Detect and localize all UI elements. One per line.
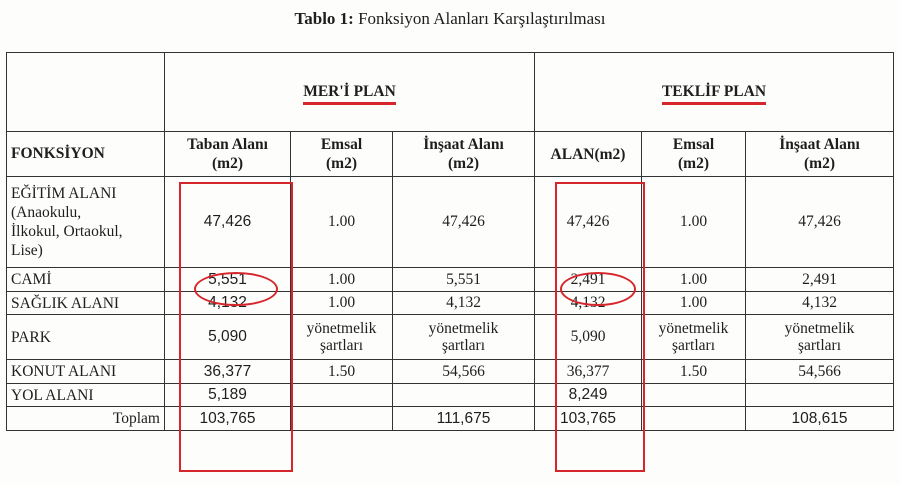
- cell-insaat-teklif: 4,132: [746, 292, 894, 315]
- cell-emsal-meri: [291, 384, 393, 407]
- row-label: KONUT ALANI: [7, 360, 165, 384]
- total-row: [7, 407, 894, 431]
- cell-taban: 47,426: [165, 177, 291, 268]
- cell-insaat-teklif: [746, 384, 894, 407]
- cell-emsal-meri: 1.50: [291, 360, 393, 384]
- comparison-table: [6, 52, 894, 431]
- meri-plan-header: MER'İ PLAN: [165, 53, 535, 132]
- cell-alan: 4,132: [535, 292, 642, 315]
- caption-text: Fonksiyon Alanları Karşılaştırılması: [353, 9, 606, 28]
- table-row: [7, 268, 894, 292]
- cell-emsal-meri: 1.00: [291, 177, 393, 268]
- header-insaat-teklif: İnşaat Alanı (m2): [746, 132, 894, 177]
- table-row: [7, 315, 894, 360]
- header-insaat-meri: İnşaat Alanı (m2): [393, 132, 535, 177]
- header-fonksiyon: FONKSİYON: [7, 132, 165, 177]
- cell-insaat-teklif: 47,426: [746, 177, 894, 268]
- total-insaat-teklif: 108,615: [746, 407, 894, 431]
- row-label: YOL ALANI: [7, 384, 165, 407]
- cell-alan: 5,090: [535, 315, 642, 360]
- caption-number: Tablo 1:: [294, 9, 354, 28]
- table-row: [7, 360, 894, 384]
- cell-emsal-teklif: 1.00: [642, 268, 746, 292]
- empty-corner-cell: [7, 53, 165, 132]
- header-alan: ALAN(m2): [535, 132, 642, 177]
- cell-insaat-teklif: 2,491: [746, 268, 894, 292]
- cell-alan: 47,426: [535, 177, 642, 268]
- cell-taban: 36,377: [165, 360, 291, 384]
- cell-alan: 36,377: [535, 360, 642, 384]
- cell-taban: 5,551: [165, 268, 291, 292]
- cell-taban: 4,132: [165, 292, 291, 315]
- cell-insaat-meri: 4,132: [393, 292, 535, 315]
- cell-emsal-meri: 1.00: [291, 268, 393, 292]
- cell-insaat-meri: 47,426: [393, 177, 535, 268]
- header-emsal-teklif: Emsal (m2): [642, 132, 746, 177]
- cell-insaat-meri: 5,551: [393, 268, 535, 292]
- table-row: [7, 384, 894, 407]
- total-alan: 103,765: [535, 407, 642, 431]
- cell-insaat-meri: 54,566: [393, 360, 535, 384]
- header-taban-alani: Taban Alanı (m2): [165, 132, 291, 177]
- plan-header-row: [7, 53, 894, 132]
- cell-insaat-teklif: yönetmelik şartları: [746, 315, 894, 360]
- table-row: [7, 292, 894, 315]
- cell-emsal-teklif: 1.00: [642, 292, 746, 315]
- total-taban: 103,765: [165, 407, 291, 431]
- row-label: EĞİTİM ALANI (Anaokulu, İlkokul, Ortaokul, Lise): [7, 177, 165, 268]
- cell-alan: 2,491: [535, 268, 642, 292]
- total-insaat-meri: 111,675: [393, 407, 535, 431]
- cell-insaat-meri: [393, 384, 535, 407]
- cell-emsal-teklif: 1.50: [642, 360, 746, 384]
- cell-taban: 5,189: [165, 384, 291, 407]
- cell-alan: 8,249: [535, 384, 642, 407]
- header-emsal-meri: Emsal (m2): [291, 132, 393, 177]
- row-label: PARK: [7, 315, 165, 360]
- row-label: CAMİ: [7, 268, 165, 292]
- total-emsal-teklif: [642, 407, 746, 431]
- cell-emsal-teklif: [642, 384, 746, 407]
- row-label: SAĞLIK ALANI: [7, 292, 165, 315]
- cell-emsal-teklif: yönetmelik şartları: [642, 315, 746, 360]
- table-row: [7, 177, 894, 268]
- cell-emsal-meri: 1.00: [291, 292, 393, 315]
- cell-emsal-meri: yönetmelik şartları: [291, 315, 393, 360]
- cell-insaat-meri: yönetmelik şartları: [393, 315, 535, 360]
- table-caption: [0, 9, 900, 29]
- column-header-row: [7, 132, 894, 177]
- cell-taban: 5,090: [165, 315, 291, 360]
- cell-insaat-teklif: 54,566: [746, 360, 894, 384]
- teklif-plan-header: TEKLİF PLAN: [535, 53, 894, 132]
- cell-emsal-teklif: 1.00: [642, 177, 746, 268]
- total-label: Toplam: [7, 407, 165, 431]
- total-emsal-meri: [291, 407, 393, 431]
